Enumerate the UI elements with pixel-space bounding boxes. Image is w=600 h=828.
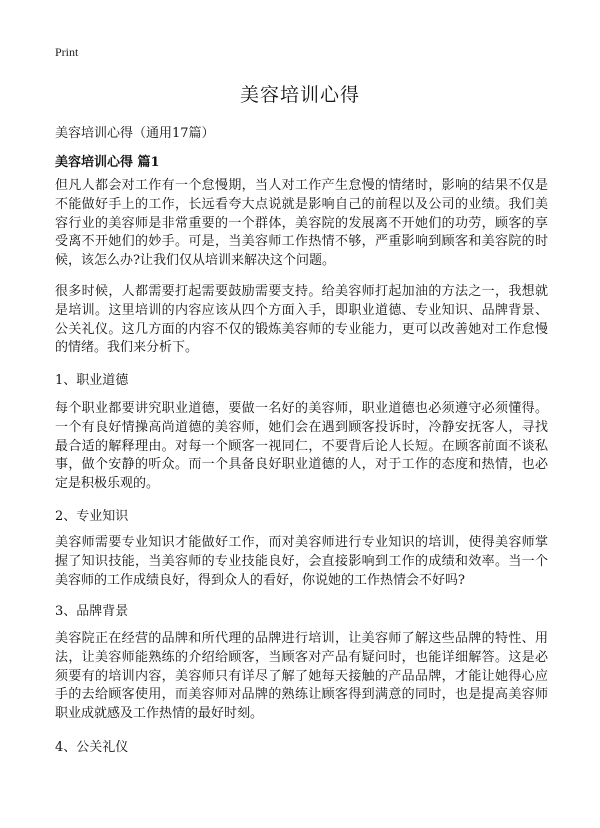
section-title: 美容培训心得 篇1: [55, 155, 160, 170]
heading-professional-ethics: 1、职业道德: [55, 373, 129, 388]
print-label: Print: [55, 45, 79, 59]
heading-professional-knowledge: 2、专业知识: [55, 509, 129, 524]
paragraph-professional-knowledge: 美容师需要专业知识才能做好工作，而对美容师进行专业知识的培训，使得美容师掌握了知识技能，当美容师的专业技能良好，会直接影响到工作的成绩和效率。当一个美容师的工作成绩良好，得到众人的看好，你说她的工作热情会不好吗?: [55, 535, 548, 588]
heading-public-relations: 4、公关礼仪: [55, 740, 129, 755]
paragraph-professional-ethics: 每个职业都要讲究职业道德，要做一名好的美容师，职业道德也必须遵守必须懂得。一个有良好情操高尚道德的美容师，她们会在遇到顾客投诉时，冷静安抚客人，寻找最合适的解释理由。对每一个顾客一视同仁，不要背后论人长短。在顾客前面不谈私事，做个安静的听众。而一个具备良好职业道德的人，对于工作的态度和热情，也必定是积极乐观的。: [55, 401, 548, 492]
paragraph-overview: 很多时候，人都需要打起需要鼓励需要支持。给美容师打起加油的方法之一，我想就是培训。这里培训的内容应该从四个方面入手，即职业道德、专业知识、品牌背景、公关礼仪。这几方面的内容不仅的锻炼美容师的专业能力，更可以改善她对工作怠慢的情绪。我们来分析下。: [55, 284, 548, 356]
heading-brand-background: 3、品牌背景: [55, 604, 129, 619]
document-subtitle: 美容培训心得（通用17篇）: [55, 126, 215, 141]
paragraph-brand-background: 美容院正在经营的品牌和所代理的品牌进行培训，让美容师了解这些品牌的特性、用法，让美容师能熟练的介绍给顾客，当顾客对产品有疑问时，也能详细解答。这是必须要有的培训内容，美容师只有详尽了解了她每天接触的产品品牌，才能让她得心应手的去给顾客使用，而美容师对品牌的熟练让顾客得到满意的同时，也是提高美容师职业成就感及工作热情的最好时刻。: [55, 631, 548, 722]
paragraph-intro: 但凡人都会对工作有一个怠慢期，当人对工作产生怠慢的情绪时，影响的结果不仅是不能做好手上的工作，长远看夸大点说就是影响自己的前程以及公司的业绩。我们美容行业的美容师是非常重要的一个群体，美容院的发展离不开她们的功劳，顾客的享受离不开她们的妙手。可是，当美容师工作热情不够，严重影响到顾客和美容院的时候，该怎么办?让我们仅从培训来解决这个问题。: [55, 178, 548, 269]
document-title: 美容培训心得: [239, 84, 360, 106]
